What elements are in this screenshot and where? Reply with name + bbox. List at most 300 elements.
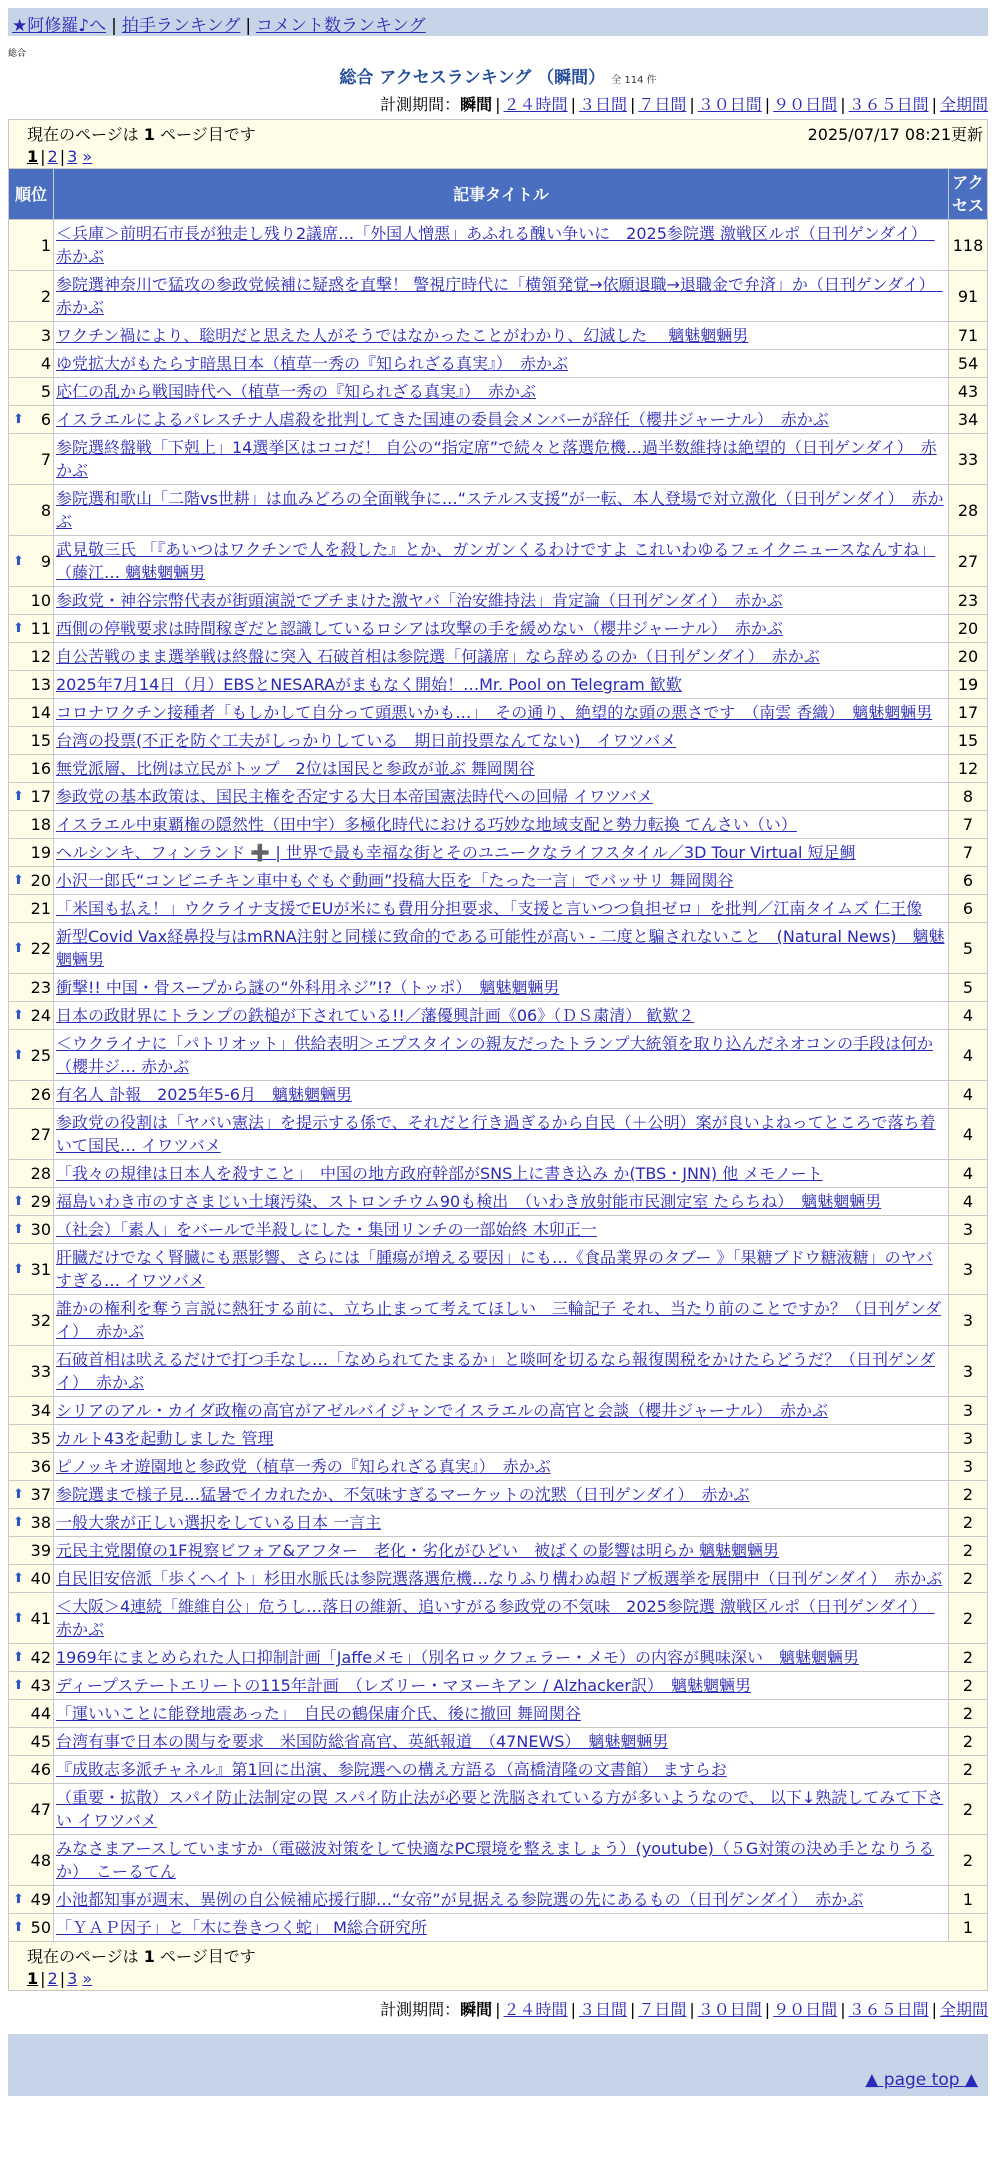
article-link[interactable]: （社会）「素人」をバールで半殺しにした・集団リンチの一部始終 木卯正一 [56, 1220, 597, 1239]
article-link[interactable]: 『成敗志多派チャネル』第1回に出演、参院選への構え方語る（高橋清隆の文書館） ますらお [56, 1760, 727, 1779]
rank-cell [9, 1481, 54, 1509]
article-link[interactable]: 西側の停戦要求は時間稼ぎだと認識しているロシアは攻撃の手を緩めない（櫻井ジャーナル） 赤かぶ [56, 619, 783, 638]
rank-cell [9, 671, 54, 699]
pager-current-page: 1 [27, 1969, 39, 1988]
title-cell [54, 895, 949, 923]
article-link[interactable]: 福島いわき市のすさまじい土壌汚染、ストロンチウム90も検出 （いわき放射能市民測定室 たらちね） 魑魅魍魎男 [56, 1192, 882, 1211]
article-link[interactable]: イスラエル中東覇権の隠然性（田中宇）多極化時代における巧妙な地域支配と勢力転換 てんさい（い） [56, 815, 797, 834]
access-count-cell: 2 [949, 1537, 988, 1565]
article-link[interactable]: 2025年7月14日（月）EBSとNESARAがまもなく開始！…Mr. Pool on Telegram 歓歎 [56, 675, 682, 694]
rank-number: 30 [30, 1220, 51, 1239]
title-cell [54, 536, 949, 587]
period-separator: | [931, 95, 937, 114]
title-cell [54, 1188, 949, 1216]
footer-bar [8, 2034, 988, 2062]
current-page-prefix: 現在のページは [27, 1947, 144, 1966]
access-count-cell: 1 [949, 1914, 988, 1942]
table-row [9, 839, 988, 867]
rank-number: 8 [40, 500, 51, 520]
article-link[interactable]: 武見敬三氏 「『あいつはワクチンで人を殺した』とか、ガンガンくるわけですよ これいわゆるフェイクニュースなんすね」（藤江… 魑魅魍魎男 [56, 540, 936, 582]
article-link[interactable]: 元民主党閣僚の1F視察ビフォア&アフター 老化・劣化がひどい 被ばくの影響は明らか 魑魅魍魎男 [56, 1541, 780, 1560]
table-row [9, 1030, 988, 1081]
rank-number: 2 [40, 286, 51, 306]
title-cell [54, 1886, 949, 1914]
period-link-3[interactable]: ７日間 [638, 2000, 687, 2019]
rank-cell [9, 1216, 54, 1244]
table-row [9, 406, 988, 434]
rank-cell [9, 1109, 54, 1160]
pager-separator: | [40, 1969, 46, 1988]
access-count-cell: 2 [949, 1728, 988, 1756]
rank-cell [9, 1160, 54, 1188]
access-count-cell: 3 [949, 1244, 988, 1295]
article-link[interactable]: 「米国も払え！」ウクライナ支援でEUが米にも費用分担要求、「支援と言いつつ負担ゼロ」を批判／江南タイムズ 仁王像 [56, 899, 923, 918]
period-link-7[interactable]: 全期間 [939, 95, 988, 114]
access-count-cell: 1 [949, 1886, 988, 1914]
rank-number: 16 [30, 759, 51, 778]
access-count-cell: 3 [949, 1346, 988, 1397]
access-count-cell: 23 [949, 587, 988, 615]
rank-cell [9, 1425, 54, 1453]
up-arrow-icon: ⬆ [13, 873, 24, 888]
access-count-cell: 2 [949, 1700, 988, 1728]
article-link[interactable]: 有名人 訃報 2025年5-6月 魑魅魍魎男 [56, 1085, 352, 1104]
title-cell [54, 350, 949, 378]
table-row [9, 755, 988, 783]
period-link-1[interactable]: ２４時間 [503, 95, 568, 114]
access-count-cell: 17 [949, 699, 988, 727]
access-count-cell: 4 [949, 1081, 988, 1109]
access-count-cell: 6 [949, 895, 988, 923]
rank-number: 28 [30, 1164, 51, 1183]
article-link[interactable]: 無党派層、比例は立民がトップ 2位は国民と参政が並ぶ 舞岡関谷 [56, 759, 535, 778]
table-row [9, 1537, 988, 1565]
article-link[interactable]: 参政党の基本政策は、国民主権を否定する大日本帝国憲法時代への回帰 イワツバメ [56, 787, 653, 806]
title-cell [54, 1914, 949, 1942]
table-header-row [9, 169, 988, 220]
title-cell [54, 1481, 949, 1509]
title-cell [54, 1700, 949, 1728]
rank-number: 15 [30, 731, 51, 750]
access-count-cell: 91 [949, 271, 988, 322]
table-row [9, 1593, 988, 1644]
title-cell [54, 1644, 949, 1672]
comment-ranking-link[interactable]: コメント数ランキング [256, 16, 426, 36]
rank-cell [9, 406, 54, 434]
rank-cell [9, 536, 54, 587]
title-cell [54, 1537, 949, 1565]
article-link[interactable]: 石破首相は吠えるだけで打つ手なし…「なめられてたまるか」と啖呵を切るなら報復関税をかけたらどうだ？（日刊ゲンダイ） 赤かぶ [56, 1350, 936, 1392]
rank-number: 22 [30, 938, 51, 958]
rank-number: 33 [30, 1361, 51, 1381]
rank-cell [9, 1453, 54, 1481]
table-row [9, 378, 988, 406]
table-row [9, 1002, 988, 1030]
article-link[interactable]: ＜兵庫＞前明石市長が独走し残り2議席…「外国人憎悪」あふれる醜い争いに 2025参院選 激戦区ルポ（日刊ゲンダイ） 赤かぶ [56, 224, 935, 266]
rank-number: 14 [30, 703, 51, 722]
rank-cell [9, 1784, 54, 1835]
article-link[interactable]: ゆ党拡大がもたらす暗黒日本（植草一秀の『知られざる真実』） 赤かぶ [56, 354, 569, 373]
access-count-cell: 12 [949, 755, 988, 783]
rank-cell [9, 322, 54, 350]
period-link-5[interactable]: ９０日間 [773, 95, 838, 114]
article-link[interactable]: ヘルシンキ、フィンランド ➕ | 世界で最も幸福な街とそのユニークなライフスタイル／3D Tour Virtual 短足鯛 [56, 843, 856, 862]
rank-number: 50 [30, 1918, 51, 1937]
col-rank-header: 順位 [9, 169, 54, 220]
article-link[interactable]: 参院選和歌山「二階vs世耕」は血みどろの全面戦争に…“ステルス支援”が一転、本人登場で対立激化（日刊ゲンダイ） 赤かぶ [56, 489, 944, 531]
rank-cell [9, 1030, 54, 1081]
rank-number: 35 [30, 1429, 51, 1448]
table-row [9, 1453, 988, 1481]
rank-number: 11 [30, 619, 51, 638]
rank-cell [9, 1700, 54, 1728]
rank-cell [9, 485, 54, 536]
current-page-suffix: ページ目です [154, 1947, 256, 1966]
period-separator: | [840, 95, 846, 114]
table-row [9, 485, 988, 536]
period-link-6[interactable]: ３６５日間 [848, 2000, 929, 2019]
table-row [9, 615, 988, 643]
period-separator: | [629, 95, 636, 114]
rank-cell [9, 1188, 54, 1216]
period-label: 計測期間： [380, 95, 461, 114]
up-arrow-icon: ⬆ [13, 412, 24, 427]
rank-cell [9, 1295, 54, 1346]
access-count-cell: 34 [949, 406, 988, 434]
rank-number: 49 [30, 1890, 51, 1909]
total-count: 全 114 件 [611, 75, 657, 86]
period-link-2[interactable]: ３日間 [578, 2000, 627, 2019]
rank-cell [9, 811, 54, 839]
article-link[interactable]: シリアのアル・カイダ政権の高官がアゼルバイジャンでイスラエルの高官と会談（櫻井ジャーナル） 赤かぶ [56, 1401, 829, 1420]
article-link[interactable]: カルト43を起動しました 管理 [56, 1429, 274, 1448]
access-count-cell: 54 [949, 350, 988, 378]
title-cell [54, 671, 949, 699]
access-count-cell: 7 [949, 839, 988, 867]
title-cell [54, 643, 949, 671]
period-link-1[interactable]: ２４時間 [503, 2000, 568, 2019]
up-arrow-icon: ⬆ [13, 789, 24, 804]
rank-number: 48 [30, 1850, 51, 1870]
period-separator: | [570, 95, 576, 114]
period-separator: | [495, 95, 501, 114]
rank-cell [9, 1002, 54, 1030]
col-title-header: 記事タイトル [54, 169, 949, 220]
rank-number: 18 [30, 815, 51, 834]
access-count-cell: 33 [949, 434, 988, 485]
access-count-cell: 2 [949, 1756, 988, 1784]
article-link[interactable]: 一般大衆が正しい選択をしている日本 一言主 [56, 1513, 382, 1532]
article-link[interactable]: 日本の政財界にトランプの鉄槌が下されている!!／藩優興計画《06》（ＤＳ粛清） 歓歎２ [56, 1006, 695, 1025]
table-row [9, 1109, 988, 1160]
col-count-header: アクセス [949, 169, 988, 220]
title-cell [54, 1030, 949, 1081]
pager-next-link[interactable]: » [82, 1969, 93, 1988]
rank-number: 36 [30, 1457, 51, 1476]
table-row [9, 350, 988, 378]
rank-number: 29 [30, 1192, 51, 1211]
rank-cell [9, 587, 54, 615]
table-row [9, 1425, 988, 1453]
access-count-cell: 5 [949, 974, 988, 1002]
article-link[interactable]: 参政党の役割は「ヤバい憲法」を提示する係で、それだと行き過ぎるから自民（＋公明）案が良いよねってところで落ち着いて国民… イワツバメ [56, 1113, 936, 1155]
table-row [9, 923, 988, 974]
title-cell [54, 1565, 949, 1593]
pager-page-3[interactable]: 3 [67, 1969, 78, 1988]
title-cell [54, 1109, 949, 1160]
applause-ranking-link[interactable]: 拍手ランキング [121, 16, 241, 36]
page-top-link[interactable]: ▲ page top ▲ [865, 2070, 978, 2090]
access-count-cell: 2 [949, 1509, 988, 1537]
article-link[interactable]: コロナワクチン接種者「もしかして自分って頭悪いかも…」 その通り、絶望的な頭の悪さです （南雲 香織） 魑魅魍魎男 [56, 703, 933, 722]
rank-cell [9, 1244, 54, 1295]
rank-number: 43 [30, 1676, 51, 1695]
table-row [9, 220, 988, 271]
rank-cell [9, 1565, 54, 1593]
period-label: 計測期間： [380, 2000, 461, 2019]
table-row [9, 1565, 988, 1593]
article-link[interactable]: 新型Covid Vax経鼻投与はmRNA注射と同様に致命的である可能性が高い - 二度と騙されないこと (Natural News) 魑魅魍魎男 [56, 927, 945, 969]
article-link[interactable]: 「我々の規律は日本人を殺すこと」 中国の地方政府幹部がSNS上に書き込み か(TBS・JNN) 他 メモノート [56, 1164, 823, 1183]
rank-cell [9, 1509, 54, 1537]
rank-cell [9, 350, 54, 378]
article-link[interactable]: ＜大阪＞4連続「維維自公」危うし…落日の維新、追いすがる参政党の不気味 2025参院選 激戦区ルポ（日刊ゲンダイ） 赤かぶ [56, 1597, 935, 1639]
period-separator: | [764, 2000, 771, 2019]
article-link[interactable]: 肝臓だけでなく腎臓にも悪影響、さらには「腫瘍が増える要因」にも…《食品業界のタブー 》「果糖ブドウ糖液糖」のヤバすぎる… イワツバメ [56, 1248, 933, 1290]
period-link-2[interactable]: ３日間 [578, 95, 627, 114]
rank-cell [9, 615, 54, 643]
access-count-cell: 3 [949, 1453, 988, 1481]
article-link[interactable]: 参院選まで様子見…猛暑でイカれたか、不気味すぎるマーケットの沈黙（日刊ゲンダイ） 赤かぶ [56, 1485, 750, 1504]
up-arrow-icon: ⬆ [13, 1571, 24, 1586]
access-count-cell: 4 [949, 1188, 988, 1216]
access-count-cell: 2 [949, 1672, 988, 1700]
table-row [9, 1835, 988, 1886]
access-count-cell: 4 [949, 1109, 988, 1160]
pager-current-page: 1 [27, 147, 39, 166]
access-count-cell: 3 [949, 1295, 988, 1346]
pager-page-2[interactable]: 2 [47, 1969, 58, 1988]
access-count-cell: 15 [949, 727, 988, 755]
rank-cell [9, 1886, 54, 1914]
home-link[interactable]: ★阿修羅♪へ [12, 16, 107, 36]
rank-cell [9, 1081, 54, 1109]
rank-cell [9, 1835, 54, 1886]
rank-cell [9, 1397, 54, 1425]
ranking-table [8, 168, 988, 1942]
title-cell [54, 923, 949, 974]
period-link-3[interactable]: ７日間 [638, 95, 687, 114]
rank-number: 23 [30, 978, 51, 997]
rank-cell [9, 1914, 54, 1942]
title-cell [54, 406, 949, 434]
article-link[interactable]: 応仁の乱から戦国時代へ（植草一秀の『知られざる真実』） 赤かぶ [56, 382, 537, 401]
rank-number: 44 [30, 1704, 51, 1723]
rank-cell [9, 839, 54, 867]
table-row [9, 1509, 988, 1537]
access-count-cell: 20 [949, 643, 988, 671]
table-row [9, 587, 988, 615]
table-row [9, 434, 988, 485]
nav-separator: | [245, 16, 252, 36]
pager-separator: | [59, 147, 66, 166]
article-link[interactable]: 参院選神奈川で猛攻の参政党候補に疑惑を直撃！ 警視庁時代に「横領発覚→依願退職→退職金で弁済」か（日刊ゲンダイ） 赤かぶ [56, 275, 943, 317]
table-row [9, 699, 988, 727]
rank-number: 37 [30, 1485, 51, 1504]
rank-number: 5 [40, 382, 51, 401]
pager-next-link[interactable]: » [82, 147, 93, 166]
pager-page-2[interactable]: 2 [47, 147, 58, 166]
title-cell [54, 1784, 949, 1835]
rank-number: 17 [30, 787, 51, 806]
rank-number: 41 [30, 1608, 51, 1628]
period-separator: | [840, 2000, 846, 2019]
up-arrow-icon: ⬆ [13, 1678, 24, 1693]
rank-cell [9, 699, 54, 727]
up-arrow-icon: ⬆ [13, 1610, 24, 1626]
article-link[interactable]: 小沢一郎氏“コンビニチキン車中もぐもぐ動画”投稿大臣を「たった一言」でバッサリ 舞岡関谷 [56, 871, 734, 890]
article-link[interactable]: ＜ウクライナに「パトリオット」供給表明＞エプスタインの親友だったトランプ大統領を取り込んだネオコンの手段は何か（櫻井ジ… 赤かぶ [56, 1034, 933, 1076]
title-cell [54, 1672, 949, 1700]
up-arrow-icon: ⬆ [13, 1047, 24, 1063]
current-page-suffix: ページ目です [154, 125, 256, 144]
access-count-cell: 20 [949, 615, 988, 643]
article-link[interactable]: 「運いいことに能登地震あった」 自民の鶴保庸介氏、後に撤回 舞岡関谷 [56, 1704, 581, 1723]
period-link-4[interactable]: ３０日間 [697, 95, 762, 114]
rank-cell [9, 755, 54, 783]
period-link-7[interactable]: 全期間 [939, 2000, 988, 2019]
rank-number: 27 [30, 1124, 51, 1144]
rank-number: 12 [30, 647, 51, 666]
article-link[interactable]: 自公苦戦のまま選挙戦は終盤に突入 石破首相は参院選「何議席」なら辞めるのか（日刊ゲンダイ） 赤かぶ [56, 647, 820, 666]
article-link[interactable]: 台湾の投票(不正を防ぐ工夫がしっかりしている 期日前投票なんてない) イワツバメ [56, 731, 677, 750]
table-row [9, 1081, 988, 1109]
title-cell [54, 755, 949, 783]
article-link[interactable]: ディープステートエリートの115年計画 （レズリー・マヌーキアン / Alzhacker訳） 魑魅魍魎男 [56, 1676, 751, 1695]
period-separator: | [931, 2000, 937, 2019]
rank-number: 3 [40, 326, 51, 345]
rank-number: 45 [30, 1732, 51, 1751]
rank-number: 46 [30, 1760, 51, 1779]
page-info-top [8, 119, 988, 168]
pager-top [27, 147, 979, 166]
rank-number: 7 [40, 449, 51, 469]
period-link-6[interactable]: ３６５日間 [848, 95, 929, 114]
title-cell [54, 1509, 949, 1537]
table-row [9, 783, 988, 811]
up-arrow-icon: ⬆ [13, 621, 24, 636]
article-link[interactable]: 誰かの権利を奪う言説に熱狂する前に、立ち止まって考えてほしい 三輪記子 それ、当たり前のことですか？（日刊ゲンダイ） 赤かぶ [56, 1299, 942, 1341]
rank-cell [9, 1644, 54, 1672]
table-row [9, 1886, 988, 1914]
access-count-cell: 8 [949, 783, 988, 811]
article-link[interactable]: （重要・拡散）スパイ防止法制定の罠 スパイ防止法が必要と洗脳されている方が多いようなので、 以下↓熟読してみて下さい イワツバメ [56, 1788, 944, 1830]
rank-number: 31 [30, 1259, 51, 1279]
title-cell [54, 1453, 949, 1481]
access-count-cell: 2 [949, 1784, 988, 1835]
access-count-cell: 4 [949, 1002, 988, 1030]
rank-cell [9, 271, 54, 322]
title-cell [54, 1160, 949, 1188]
article-link[interactable]: ピノッキオ遊園地と参政党（植草一秀の『知られざる真実』） 赤かぶ [56, 1457, 551, 1476]
rank-number: 47 [30, 1799, 51, 1819]
article-link[interactable]: ワクチン禍により、聡明だと思えた人がそうではなかったことがわかり、幻滅した 魑魅魍魎男 [56, 326, 749, 345]
title-cell [54, 1756, 949, 1784]
rank-cell [9, 923, 54, 974]
current-page-number: 1 [143, 125, 155, 144]
rank-cell [9, 1728, 54, 1756]
up-arrow-icon: ⬆ [13, 1008, 24, 1023]
article-link[interactable]: 参院選終盤戦「下剋上」14選挙区はココだ！ 自公の“指定席”で続々と落選危機…過半数維持は絶望的（日刊ゲンダイ） 赤かぶ [56, 438, 937, 480]
article-link[interactable]: みなさまアースしていますか（電磁波対策をして快適なPC環境を整えましょう）(youtube)（５G対策の決め手となりうるか） こーるてん [56, 1839, 935, 1881]
access-count-cell: 3 [949, 1397, 988, 1425]
table-row [9, 1672, 988, 1700]
access-count-cell: 71 [949, 322, 988, 350]
rank-number: 32 [30, 1310, 51, 1330]
access-count-cell: 28 [949, 485, 988, 536]
rank-cell [9, 783, 54, 811]
article-link[interactable]: 小池都知事が週末、異例の自公候補応援行脚…“女帝”が見据える参院選の先にあるもの（日刊ゲンダイ） 赤かぶ [56, 1890, 864, 1909]
period-separator: | [570, 2000, 576, 2019]
rank-number: 26 [30, 1085, 51, 1104]
article-link[interactable]: 1969年にまとめられた人口抑制計画「Jaffeメモ」（別名ロックフェラー・メモ）の内容が興味深い 魑魅魍魎男 [56, 1648, 859, 1667]
up-arrow-icon: ⬆ [13, 1194, 24, 1209]
access-count-cell: 4 [949, 1030, 988, 1081]
title-cell [54, 867, 949, 895]
table-row [9, 1728, 988, 1756]
rank-cell [9, 895, 54, 923]
pager-bottom [27, 1969, 979, 1988]
access-count-cell: 5 [949, 923, 988, 974]
article-link[interactable]: 衝撃!! 中国・骨スープから謎の“外科用ネジ”!?（トッポ） 魑魅魍魎男 [56, 978, 560, 997]
period-separator: | [689, 95, 695, 114]
article-link[interactable]: 台湾有事で日本の関与を要求 米国防総省高官、英紙報道 （47NEWS） 魑魅魍魎男 [56, 1732, 669, 1751]
table-row [9, 643, 988, 671]
rank-cell [9, 1593, 54, 1644]
period-link-4[interactable]: ３０日間 [697, 2000, 762, 2019]
period-current: 瞬間 [460, 2000, 493, 2019]
up-arrow-icon: ⬆ [13, 1261, 24, 1277]
rank-number: 20 [30, 871, 51, 890]
rank-cell [9, 1537, 54, 1565]
current-page-number: 1 [143, 1947, 155, 1966]
article-link[interactable]: 「ＹＡＰ因子」と「木に巻きつく蛇」 M総合研究所 [56, 1918, 427, 1937]
rank-number: 6 [40, 410, 51, 429]
article-link[interactable]: 参政党・神谷宗幣代表が街頭演説でブチまけた激ヤバ「治安維持法」肯定論（日刊ゲンダイ） 赤かぶ [56, 591, 783, 610]
table-row [9, 1644, 988, 1672]
title-cell [54, 1346, 949, 1397]
rank-number: 25 [30, 1045, 51, 1065]
access-count-cell: 2 [949, 1835, 988, 1886]
rank-cell [9, 1756, 54, 1784]
up-arrow-icon: ⬆ [13, 1892, 24, 1907]
title-cell [54, 1425, 949, 1453]
access-count-cell: 3 [949, 1425, 988, 1453]
article-link[interactable]: イスラエルによるパレスチナ人虐殺を批判してきた国連の委員会メンバーが辞任（櫻井ジャーナル） 赤かぶ [56, 410, 829, 429]
table-row [9, 1481, 988, 1509]
up-arrow-icon: ⬆ [13, 553, 24, 569]
access-count-cell: 118 [949, 220, 988, 271]
breadcrumb: 総合 [8, 49, 27, 59]
period-link-5[interactable]: ９０日間 [773, 2000, 838, 2019]
up-arrow-icon: ⬆ [13, 1515, 24, 1530]
article-link[interactable]: 自民旧安倍派「歩くヘイト」杉田水脈氏は参院選落選危機…なりふり構わぬ超ドブ板選挙を展開中（日刊ゲンダイ） 赤かぶ [56, 1569, 943, 1588]
title-cell [54, 839, 949, 867]
up-arrow-icon: ⬆ [13, 1487, 24, 1502]
table-row [9, 1397, 988, 1425]
rank-number: 10 [30, 591, 51, 610]
pager-page-3[interactable]: 3 [67, 147, 78, 166]
